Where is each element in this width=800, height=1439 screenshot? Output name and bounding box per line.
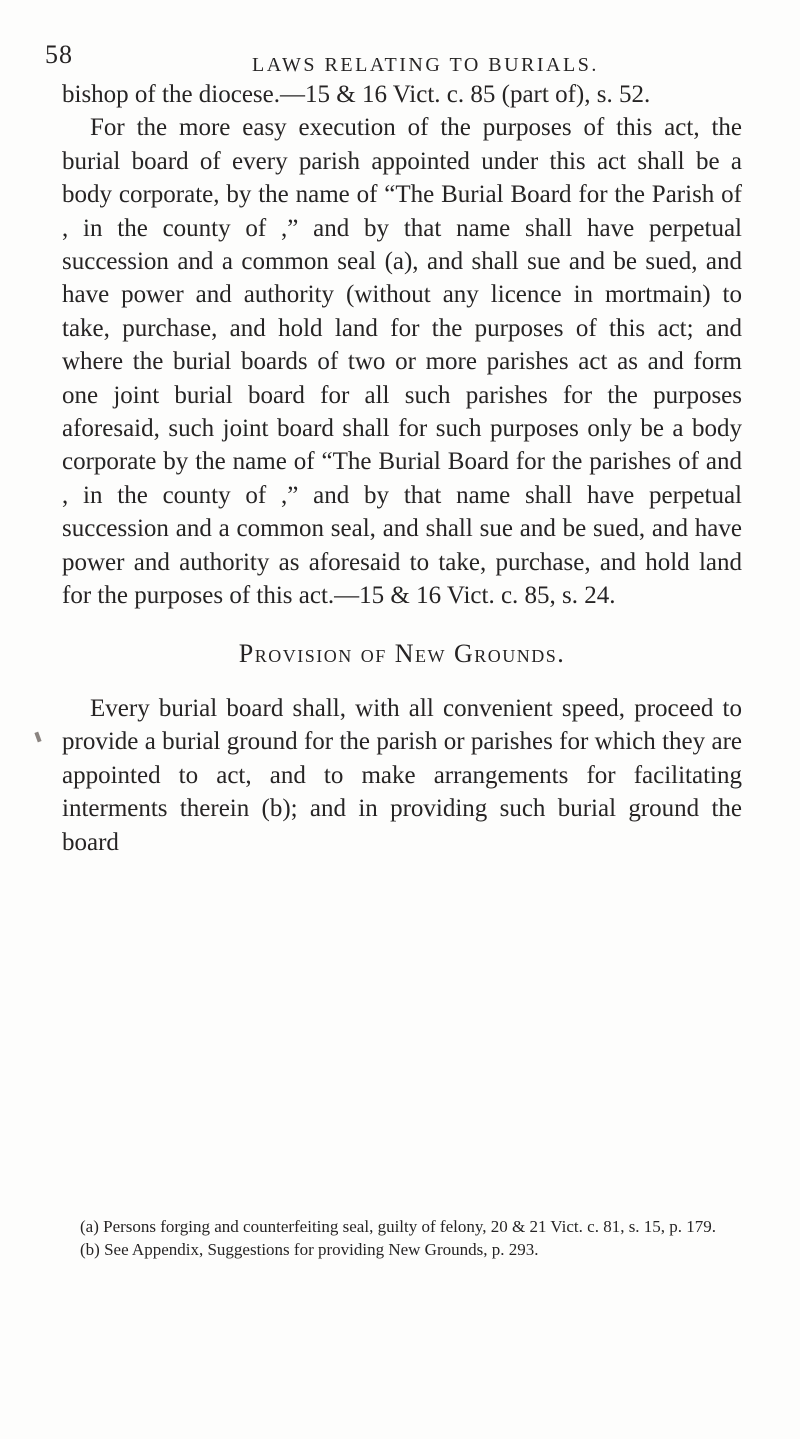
footnote-a: (a) Persons forging and counterfeiting seal, guilty of felony, 20 & 21 Vict. c. 81, s. 15, p. 179. [80, 1217, 717, 1236]
running-title: LAWS RELATING TO BURIALS. [252, 54, 599, 76]
section-heading: Provision of New Grounds. [238, 638, 566, 668]
footnotes [62, 1216, 742, 1261]
page-number: 58 [45, 40, 73, 69]
paragraph-continuation: bishop of the diocese.—15 & 16 Vict. c. 85 (part of), s. 52. [62, 81, 651, 108]
paragraph-body-corporate: For the more easy execution of the purposes of this act, the burial board of every parish appointed under this act shall be a body corporate, by the name of “The Burial Board for the Parish of , in the county of ,” and by that name shall have perpetual succession and a common seal (a), and shall sue and be sued, and have power and authority (without any licence in mortmain) to take, purchase, and hold land for the purposes of this act; and where the burial boards of two or more parishes act as and form one joint burial board for all such parishes for the purposes aforesaid, such joint board shall for such purposes only be a body corporate by the name of “The Burial Board for the parishes of and , in the county of ,” and by that name shall have perpetual succession and a common seal, and shall sue and be sued, and have power and authority as aforesaid to take, purchase, and hold land for the purposes of this act.—15 & 16 Vict. c. 85, s. 24. [62, 114, 742, 610]
margin-mark [34, 732, 41, 743]
footnote-b: (b) See Appendix, Suggestions for providing New Grounds, p. 293. [80, 1239, 539, 1259]
paragraph-provision: Every burial board shall, with all convenient speed, proceed to provide a burial ground for the parish or parishes for which they are appointed to act, and to make arrangements for facilitating interments therein (b); and in providing such burial ground the board [62, 694, 742, 856]
main-text [62, 78, 742, 859]
running-head [45, 40, 745, 80]
